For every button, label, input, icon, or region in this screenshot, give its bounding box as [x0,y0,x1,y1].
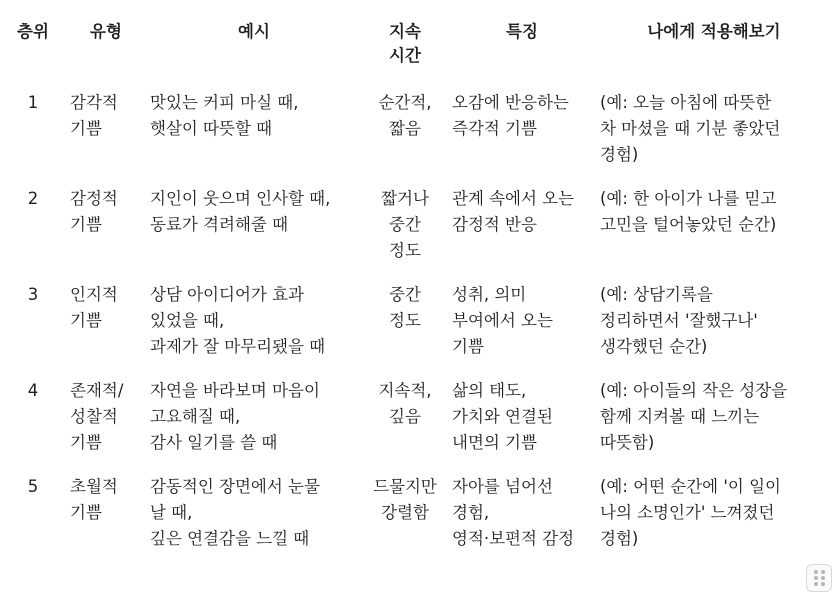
cell-feature: 성취, 의미 부여에서 오는 기쁨 [452,285,553,356]
cell-type: 초월적 기쁨 [70,477,118,522]
table-header-row [0,20,832,90]
cell-feature: 오감에 반응하는 즉각적 기쁨 [452,93,569,138]
cell-apply: (예: 한 아이가 나를 믿고 고민을 털어놓았던 순간) [600,189,777,234]
header-level: 층위 [17,22,49,41]
cell-type: 존재적/ 성찰적 기쁨 [70,381,124,452]
cell-type: 감각적 기쁨 [70,93,118,138]
header-apply: 나에게 적용해보기 [647,22,781,41]
cell-level: 4 [27,381,39,400]
cell-level: 3 [27,285,39,304]
cell-apply: (예: 어떤 순간에 '이 일이 나의 소명인가' 느껴졌던 경험) [600,477,781,548]
table-row [0,474,832,570]
grip-dot [814,570,818,574]
drag-handle-icon[interactable] [806,564,832,592]
joy-levels-table [0,20,832,570]
cell-apply: (예: 오늘 아침에 따뜻한 차 마셨을 때 기분 좋았던 경험) [600,93,781,164]
cell-feature: 자아를 넘어선 경험, 영적·보편적 감정 [452,477,575,548]
grip-dot [814,576,818,580]
header-feature: 특징 [506,22,538,41]
grip-dot [821,570,825,574]
cell-apply: (예: 상담기록을 정리하면서 '잘했구나' 생각했던 순간) [600,285,758,356]
cell-level: 1 [27,93,39,112]
cell-type: 감정적 기쁨 [70,189,118,234]
cell-duration: 지속적, 깊음 [378,381,432,426]
header-duration: 지속 시간 [389,22,421,65]
cell-level: 2 [27,189,39,208]
table-row [0,282,832,378]
header-example: 예시 [238,22,270,41]
table-row [0,378,832,474]
table-row [0,90,832,186]
cell-feature: 관계 속에서 오는 감정적 반응 [452,189,575,234]
cell-example: 감동적인 장면에서 눈물 날 때, 깊은 연결감을 느낄 때 [150,477,320,548]
cell-duration: 순간적, 짧음 [378,93,432,138]
cell-apply: (예: 아이들의 작은 성장을 함께 지켜볼 때 느끼는 따뜻함) [600,381,788,452]
cell-duration: 중간 정도 [389,285,421,330]
table-row [0,186,832,282]
cell-duration: 짧거나 중간 정도 [381,189,429,260]
cell-level: 5 [27,477,39,496]
cell-example: 자연을 바라보며 마음이 고요해질 때, 감사 일기를 쓸 때 [150,381,320,452]
header-type: 유형 [90,22,122,41]
cell-example: 지인이 웃으며 인사할 때, 동료가 격려해줄 때 [150,189,331,234]
grip-dot [821,582,825,586]
cell-type: 인지적 기쁨 [70,285,118,330]
cell-example: 상담 아이디어가 효과 있었을 때, 과제가 잘 마무리됐을 때 [150,285,326,356]
grip-dot [821,576,825,580]
cell-duration: 드물지만 강렬함 [373,477,437,522]
cell-example: 맛있는 커피 마실 때, 햇살이 따뜻할 때 [150,93,299,138]
cell-feature: 삶의 태도, 가치와 연결된 내면의 기쁨 [452,381,553,452]
grip-dot [814,582,818,586]
